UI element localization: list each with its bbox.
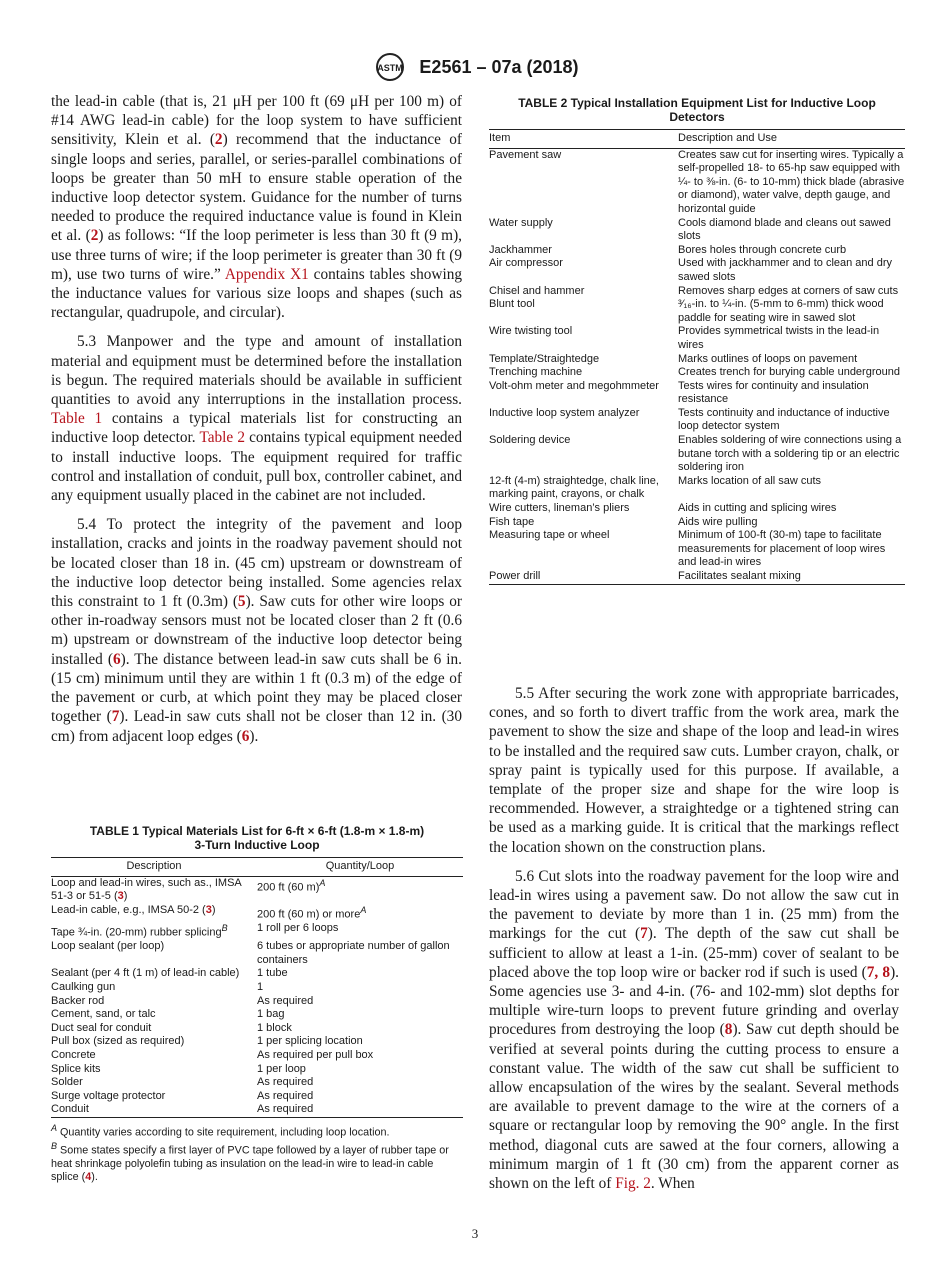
- table-row: [489, 380, 905, 407]
- table-row: [489, 366, 905, 380]
- equipment-description: Tests continuity and inductance of inductive loop detector system: [678, 406, 890, 433]
- table-row: [51, 1090, 463, 1104]
- table-row: [489, 434, 905, 475]
- material-description: Concrete: [51, 1049, 96, 1062]
- table-2-header-description: Description and Use: [678, 130, 905, 149]
- material-quantity: 1 bag: [257, 1008, 285, 1021]
- material-description: Loop sealant (per loop): [51, 940, 165, 953]
- reference-link[interactable]: 3: [117, 890, 124, 903]
- table-2-link[interactable]: Table 2: [199, 429, 245, 447]
- equipment-item: Fish tape: [489, 515, 535, 528]
- table-1-link[interactable]: Table 1: [51, 410, 103, 428]
- material-description: Surge voltage protector: [51, 1089, 166, 1102]
- equipment-item: Chisel and hammer: [489, 284, 585, 297]
- material-description: Conduit: [51, 1103, 257, 1117]
- equipment-item: Jackhammer: [489, 243, 552, 256]
- equipment-item: Measuring tape or wheel: [489, 529, 610, 542]
- equipment-description: Facilitates sealant mixing: [678, 570, 905, 584]
- material-description: Caulking gun: [51, 981, 116, 994]
- table-row: [489, 148, 905, 216]
- table-row: [489, 325, 905, 352]
- table-row: [51, 1022, 463, 1036]
- paragraph-5-5: 5.5 After securing the work zone with appropriate barricades, cones, and so forth to divert traffic from the work area, mark the pavement to show the size and shape of the loop and lead-in wires to be installed and the required saw cuts. Lumber crayon, chalk, or spray paint is typically used for this purpose. If available, a template of the proper size and shape for the wire loop is recommended. However, a straightedge or a tightened string can be used as a marking guide. It is critical that the markings reflect the location shown on the construction plans.: [489, 685, 899, 856]
- equipment-item: Volt-ohm meter and megohmmeter: [489, 379, 659, 392]
- page-header: [0, 52, 950, 82]
- equipment-description: Tests wires for continuity and insulation resistance: [678, 379, 869, 406]
- reference-link[interactable]: 6: [112, 650, 121, 668]
- table-row: [489, 502, 905, 516]
- equipment-description: Aids in cutting and splicing wires: [678, 502, 837, 515]
- appendix-link[interactable]: Appendix X1: [224, 265, 309, 283]
- equipment-item: Trenching machine: [489, 366, 583, 379]
- material-quantity: As required: [257, 1103, 463, 1117]
- table-1-title: TABLE 1 Typical Materials List for 6-ft × 6-ft (1.8-m × 1.8-m) 3-Turn Inductive Loop: [89, 824, 425, 852]
- table-row: [51, 1008, 463, 1022]
- table-row: [489, 570, 905, 584]
- table-1-grid: [51, 857, 463, 1118]
- material-quantity: 200 ft (60 m)$^A$: [257, 877, 326, 894]
- equipment-description: Removes sharp edges at corners of saw cuts: [678, 284, 899, 297]
- material-quantity: 1 block: [257, 1021, 292, 1034]
- table-1-footnotes: [51, 1122, 463, 1185]
- paragraph-5-6: 5.6 Cut slots into the roadway pavement for the loop wire and lead-in wires using a pavement saw. Do not allow the saw cut in the pavement to deviate by more than 1 in. (25 mm) from the markings for the cut (7). The depth of the saw cut shall be sufficient to allow at least a 1-in. (25-mm) cover of sealant to be placed above the top loop wire or backer rod if such is used (7, 8). Some agencies use 3- and 4-in. (76- and 102-mm) slot depths for multiple wire-turn loops to prevent future grinding and overlay procedures from destroying the loop (8). Saw cut depth should be verified at several points during the cutting process to ensure a constant value. The width of the saw cut shall be sufficient to allow encapsulation of the wires by the sealant. Several methods are available to prevent damage to the wire at the corners of a square or rectangular loop by removing the 90° angle. In the first method, diagonal cuts are sawed at the four corners, allowing a minimum margin of 1 ft (30 cm) from the apparent corner as shown on the left of Fig. 2. When: [489, 867, 899, 1193]
- material-quantity: As required: [257, 1089, 314, 1102]
- reference-link[interactable]: 4: [85, 1171, 92, 1184]
- document-designation: E2561 – 07a (2018): [419, 56, 579, 77]
- material-quantity: 1 roll per 6 loops: [257, 922, 339, 935]
- svg-text:ASTM: ASTM: [377, 63, 404, 73]
- table-row: [489, 298, 905, 325]
- equipment-description: Marks location of all saw cuts: [678, 474, 822, 487]
- table-2-grid: [489, 129, 905, 585]
- equipment-item: Power drill: [489, 570, 678, 584]
- material-quantity: 1 per splicing location: [257, 1035, 363, 1048]
- material-quantity: 1 tube: [257, 967, 288, 980]
- material-quantity: 1: [257, 981, 264, 994]
- table-row: [51, 1049, 463, 1063]
- footnote-b: $^B$ Some states specify a first layer of PVC tape followed by a layer of rubber tape or heat shrinkage polyolefin tubing as insulation on the lead-in wire to lead-in cable splice (4).: [51, 1141, 449, 1184]
- material-quantity: 200 ft (60 m) or more$^A$: [257, 904, 367, 921]
- paragraph-5-4: 5.4 To protect the integrity of the pavement and loop installation, cracks and joints in the roadway pavement should not be located closer than 18 in. (45 cm) upstream or downstream of the inductive loop detector being installed. Some agencies relax this constraint to 1 ft (0.3m) (5). Saw cuts for other wire loops or other in-roadway sensors must not be located closer than 2 ft (0.6 m) upstream or downstream of the inductive loop detector being installed (6). The distance between lead-in saw cuts shall be 6 in. (15 cm) minimum until they are within 1 ft (0.3 m) of the edge of the pavement or curb, at which point they may be placed closer together (7). Lead-in saw cuts shall not be closer than 12 in. (30 cm) from adjacent loop edges (6).: [51, 516, 463, 745]
- equipment-item: 12-ft (4-m) straightedge, chalk line, marking paint, crayons, or chalk: [489, 474, 659, 501]
- material-quantity: As required per pull box: [257, 1049, 374, 1062]
- material-quantity: As required: [257, 1076, 314, 1089]
- table-row: [51, 940, 463, 967]
- equipment-description: Aids wire pulling: [678, 515, 758, 528]
- table-1-body: [51, 876, 463, 1117]
- material-description: Backer rod: [51, 994, 105, 1007]
- reference-link[interactable]: 7: [640, 925, 648, 943]
- material-description: Cement, sand, or talc: [51, 1008, 156, 1021]
- equipment-description: Enables soldering of wire connections using a butane torch with a soldering tip or an electric soldering iron: [678, 434, 902, 474]
- reference-link[interactable]: 2: [90, 227, 99, 245]
- table-row: [51, 922, 463, 940]
- equipment-description: Bores holes through concrete curb: [678, 243, 847, 256]
- table-row: [489, 257, 905, 284]
- footnote-a: $^A$ Quantity varies according to site requirement, including loop location.: [51, 1123, 390, 1139]
- equipment-item: Water supply: [489, 216, 553, 229]
- material-quantity: As required: [257, 994, 314, 1007]
- table-row: [51, 1103, 463, 1117]
- equipment-item: Blunt tool: [489, 298, 535, 311]
- equipment-description: Marks outlines of loops on pavement: [678, 352, 858, 365]
- table-2-body: [489, 148, 905, 584]
- equipment-item: Inductive loop system analyzer: [489, 406, 640, 419]
- table-row: [489, 407, 905, 434]
- table-row: [51, 995, 463, 1009]
- equipment-description: ³⁄₁₆-in. to ¼-in. (5-mm to 6-mm) thick wood paddle for seating wire in sawed slot: [678, 298, 884, 324]
- reference-link[interactable]: 6: [241, 727, 250, 745]
- table-row: [489, 475, 905, 502]
- material-description: Splice kits: [51, 1062, 101, 1075]
- material-description: Lead-in cable, e.g., IMSA 50-2 (3): [51, 903, 216, 916]
- table-row: [51, 967, 463, 981]
- equipment-item: Wire cutters, lineman’s pliers: [489, 502, 630, 515]
- table-row: [51, 904, 463, 922]
- table-row: [489, 516, 905, 530]
- reference-link[interactable]: 8: [724, 1021, 733, 1039]
- table-row: [51, 981, 463, 995]
- equipment-item: Soldering device: [489, 434, 571, 447]
- reference-link[interactable]: 5: [237, 593, 246, 611]
- material-description: Tape ¾-in. (20-mm) rubber splicing$^B$: [51, 923, 228, 939]
- equipment-description: Creates saw cut for inserting wires. Typically a self-propelled 18- to 65-hp saw equipped with ¼- to ⅜-in. (6- to 10-mm) thick blade (abrasive or diamond), water valve, depth gauge, and horizontal guide: [678, 148, 905, 215]
- material-description: Duct seal for conduit: [51, 1021, 152, 1034]
- equipment-item: Wire twisting tool: [489, 325, 573, 338]
- table-row: [489, 217, 905, 244]
- table-row: [51, 1063, 463, 1077]
- reference-link[interactable]: 7: [111, 708, 120, 726]
- table-2: [489, 96, 905, 585]
- table-2-title: TABLE 2 Typical Installation Equipment List for Inductive Loop Detectors: [518, 96, 876, 124]
- equipment-description: Minimum of 100-ft (30-m) tape to facilitate measurements for placement of loop wires and lead-in wires: [678, 529, 886, 569]
- table-row: [51, 1076, 463, 1090]
- table-row: [489, 353, 905, 367]
- equipment-description: Cools diamond blade and cleans out sawed slots: [678, 216, 891, 243]
- table-row: [489, 285, 905, 299]
- material-description: Sealant (per 4 ft (1 m) of lead-in cable): [51, 967, 240, 980]
- table-2-header-item: Item: [489, 130, 678, 149]
- table-1: [51, 824, 463, 1185]
- table-1-header-quantity: Quantity/Loop: [257, 858, 463, 877]
- equipment-item: Air compressor: [489, 257, 563, 270]
- reference-link[interactable]: 7, 8: [866, 963, 891, 981]
- table-row: [51, 1035, 463, 1049]
- material-quantity: 6 tubes or appropriate number of gallon containers: [257, 940, 450, 966]
- paragraph-inductance: the lead-in cable (that is, 21 μH per 100 ft (69 μH per 100 m) of #14 AWG lead-in cable) for the loop system to have sufficient sensitivity, Klein et al. (2) recommend that the inductance of single loops and series, parallel, or series-parallel combinations of loops be greater than 50 mH to ensure stable operation of the inductive loop detector system. Guidance for the number of turns needed to produce the required inductance value is found in Klein et al. (2) as follows: “If the loop perimeter is less than 30 ft (9 m), use three turns of wire; if the loop perimeter is greater than 30 ft (9 m), use two turns of wire.” Appendix X1 contains tables showing the inductance values for various size loops and shapes (such as rectangular, quadrupole, and circular).: [51, 93, 463, 322]
- paragraph-5-3: 5.3 Manpower and the type and amount of installation material and equipment must be determined before the installation is begun. The required materials should be available in sufficient quantities to avoid any interruptions in the installation process. Table 1 contains a typical materials list for constructing an inductive loop detector. Table 2 contains typical equipment needed to install inductive loops. The equipment required for traffic control and installation of conduit, pull box, controller cabinet, and any equipment usually placed in the cabinet are not included.: [51, 333, 462, 505]
- astm-logo-icon: [371, 52, 409, 82]
- table-row: [489, 529, 905, 570]
- material-quantity: 1 per loop: [257, 1062, 306, 1075]
- left-column: [51, 92, 462, 756]
- reference-link[interactable]: 2: [214, 131, 223, 149]
- equipment-description: Provides symmetrical twists in the lead-in wires: [678, 325, 880, 351]
- page-number: 3: [471, 1226, 479, 1241]
- equipment-description: Creates trench for burying cable underground: [678, 366, 900, 379]
- table-1-header-description: Description: [51, 858, 257, 877]
- equipment-description: Used with jackhammer and to clean and dry sawed slots: [678, 257, 892, 283]
- reference-link[interactable]: 3: [205, 903, 212, 916]
- material-description: Pull box (sized as required): [51, 1035, 185, 1048]
- table-row: [489, 244, 905, 258]
- material-description: Loop and lead-in wires, such as., IMSA 51-3 or 51-5 (3): [51, 876, 242, 903]
- equipment-item: Pavement saw: [489, 148, 562, 161]
- figure-2-link[interactable]: Fig. 2: [615, 1175, 651, 1193]
- table-row: [51, 876, 463, 904]
- right-column: [489, 684, 899, 1203]
- equipment-item: Template/Straightedge: [489, 352, 600, 365]
- material-description: Solder: [51, 1076, 83, 1089]
